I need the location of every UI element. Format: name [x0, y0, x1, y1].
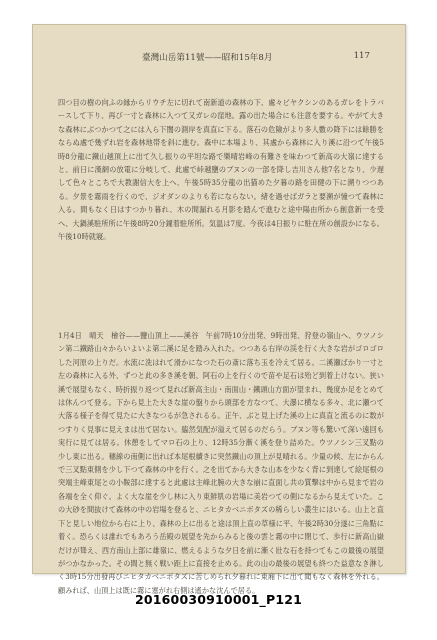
- body-paragraph: 1月4日 晴天 檜谷——鹽山頂上——溪谷 午前7時10分出発、9時出発、狩登の嶺山へ、ウツノシン第二鐵路山々からいよいよ第二溪に足を踏み入れた。つつある右岸の渓を行く大きな岩がゴロゴロした河原の上りだ。水流に洗はれて滑かになつた石の斎に落ち玉を冷えて居る。二溪瀬ばかり一寸と左の森林に入る外、ずつと此の多き溪を朝、阿石の上を行くので苗や足石は殆ど到着上けない。狭い溪で展望もなく、時折振り返つて見れば新高主山・南面山・鐵頭山方面が望まれ、幾度か足をとめては休んつて登る。下から見上た大きな崖の盤りから頭部を方なつて、大瀑に横なる多々、北に瀬つて大落る様子を得て見たに大きなつるが急されるる。正午、ぶと見上げた溪の上に真直と流るのに数がつすりく見事に見えまは出て居ない。臨然気配が溢えて居るのだらう。ブヌン等も驚いて深い遠回も実行に見ては居る。休憩をしてマロ石の上り、12時35分漸く溪を登り詰めた。ウツノシン三叉點の少し東に出る。穗線の南側に出れば本尾根續きに突然鐵山の頂上が見晴れる。少量の候、左にからんで三叉點東側を少し下つて森林の中を行く。之を出てから大きな山本を少なく背に到達して絵尾根の突端主峰東尾との小鞍部に達すると此處は主峰北腕の大きな崩に直面し共の質撃は中から見まで岩の各端を全く仰ぐ。よく大な崖を少し林に入り東鮮肌の岩場に美岩つての側になるから見えていた。この大砂を間抜けて森林の中の岩場を登ると、ニヒタカベニボタズの稀らしい叢生にはいる。山上と直下と見しい地位から右に上り、森林の上に出ると途は頂上直の草様に平、午後2時30分遂に三角點に着く。恐らくは誰れでもあろう岳殿の展望を先からみると後の雲と霧の中に閉じて、歩行に新高山嶽だけが聳え、西方南山上部に雄嶺に、燃えるような夕日を前に漸く壯な石を持つてもこの最後の展望がつかなかった。その間と無く戦い距上に直接を止める。此の山の最後の展望も終つた益意なき淋しく3時15分出發再びニヒタカベニボタズに苦しめられ夕暮れに東廂下に出て聞もなく森林を外れる。顧みれば、山頂上は既に霧に塞がれ右側は遙かな沈んで居る。: [58, 331, 384, 595]
- archive-id-caption: 20160030910001_P121: [134, 592, 303, 607]
- page-header: [90, 51, 370, 65]
- running-title: 臺灣山岳第11號——昭和15年8月: [142, 53, 273, 63]
- body-paragraph: 四つ目の樹の向ふの縁からリウチ左に切れて南新道の森林の下、處々ビヤクシンのあるガレをトラバースして下り、再び一寸と森林に入つて又ガレの窪地。露の出た場合にも注意を要する。やがて大きな森林にぶつかつて之には入ら下闇の測岸を真直に下る。落石の危險がより多人數の降下には餘勝をならぬ處で幾ずれ岩を森林地帯を斜に進む。森中に本場より、其處から森林に入り溪に沿つて午後5時8分龍に鐵山越頂上に出て久し振りの平坦な路で樂晴岩峰の有難さを味わつて新高の大嶺に達すると、前日に漢網の放電に分岐して、此處で峠越鹽のブヌンの一部を降し吉川さん他7名となり、少遅して色々とこちで大教謝信大を上へ、午後5時35分龍の出猫めた夕暮の路を田健の下に溯りつつある。夕景を霧雨を行くので、ジオダンのよりも若にならない。緒を過せばガラと要瀕が憧つて森林に入る。間もなく日はすつかり暮れ、木の間漏れる月影を踏んで進むと途中陽由所から創意新一を受へ、大鍋溪駐所所に午後8時20分鐘着駐所所。気温は7度。今夜は4日振りに駐在所の創設かになる。午後10時就寢。: [58, 98, 384, 242]
- page-number: 117: [353, 51, 370, 61]
